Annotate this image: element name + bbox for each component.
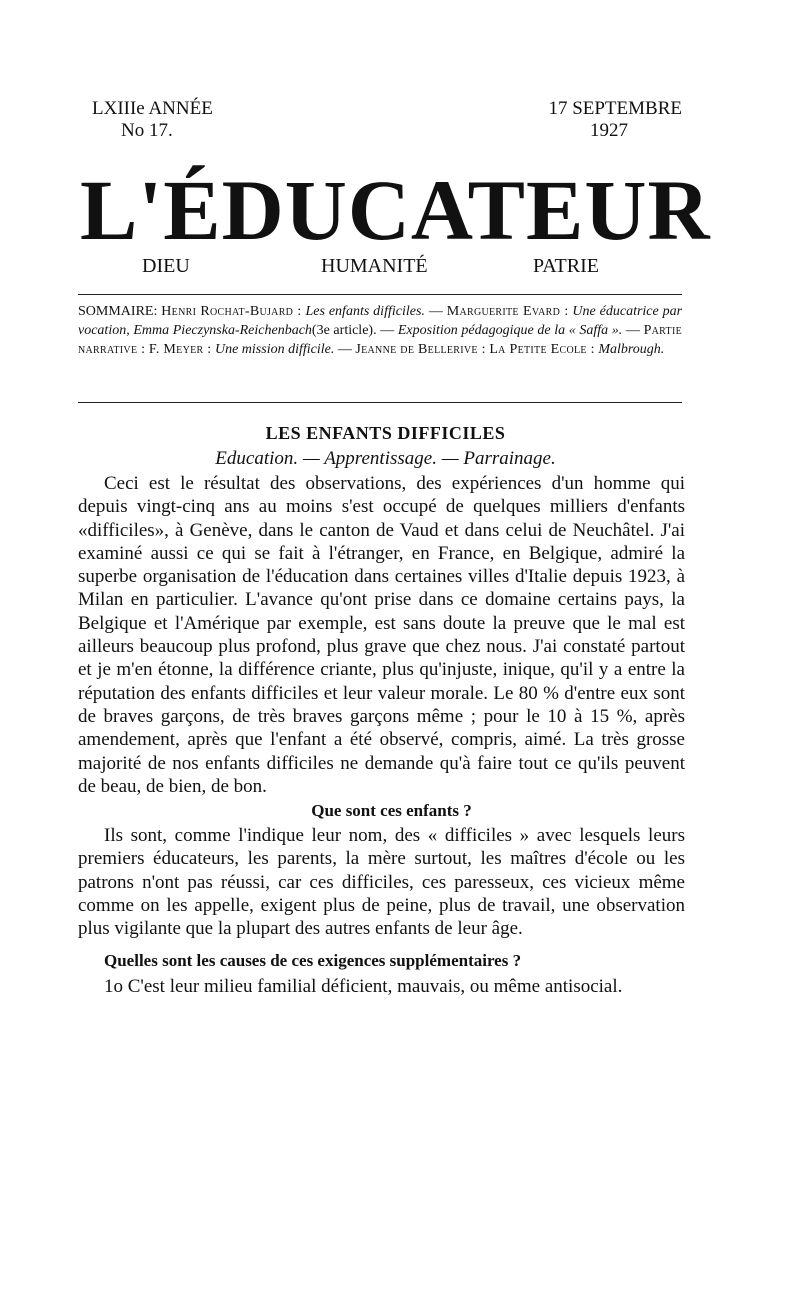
motto-patrie: PATRIE — [533, 255, 599, 277]
paragraph-1: Ceci est le résultat des observations, des expériences d'un homme qui depuis vingt-cinq ans au moins s'est occupé de quelques milliers d'enfants «difficiles», à Genève, dans le canton de Vaud et dans celui de Neuchâtel. J'ai examiné aussi ce qui se fait à l'étranger, en France, en Belgique, admiré la superbe organisation de l'éducation dans certaines villes d'Italie depuis 1923, à Milan en particulier. L'avance qu'ont prise dans ce domaine certains pays, la Belgique et l'Amérique par exemple, est sans doute la preuve que le mal est ailleurs beaucoup plus profond, plus grave que chez nous. J'ai constaté partout et je m'en étonne, la différence criante, plus qu'injuste, inique, qu'il y a entre la réputation des enfants difficiles et leur valeur morale. Le 80 % d'entre eux sont de braves garçons, de très braves garçons même ; pour le 10 à 15 %, après amendement, après que l'enfant a été observé, compris, aimé. La très grosse majorité de nos enfants difficiles ne demande qu'à faire tout ce qu'ils peuvent de beau, de bien, de bon. — [78, 473, 685, 797]
summary-work-2: Une éducatrice par vocation, Emma Pieczynska-Reichenbach — [78, 304, 683, 338]
summary-work-4: Une mission difficile. — [214, 342, 335, 357]
summary-separator: — — [428, 304, 443, 319]
causes-heading: Quelles sont les causes de ces exigences supplémentaires ? — [104, 950, 522, 970]
masthead-title: L'ÉDUCATEUR — [80, 162, 711, 258]
summary-work-5: Malbrough. — [598, 342, 665, 357]
summary-top-rule — [78, 294, 682, 295]
motto-humanite: HUMANITÉ — [321, 255, 428, 277]
issue-date — [548, 98, 682, 142]
summary-author-1: Henri Rochat-Bujard : — [161, 304, 302, 319]
issue-info — [92, 98, 292, 142]
article-subtitle: Education. — Apprentissage. — Parrainage. — [215, 448, 556, 469]
summary-bottom-rule — [78, 402, 682, 403]
paragraph-2: Ils sont, comme l'indique leur nom, des « difficiles » avec lesquels leurs premiers éducateurs, les parents, la mère surtout, les maîtres d'école ou les patrons n'ont pas réussi, car ces difficiles, ces paresseux, ces vicieux même comme on les appelle, exigent plus de peine, plus de travail, une observation plus vigilante que la plupart des autres enfants de leur âge. — [78, 825, 685, 940]
summary-section-4: Partie narrative : — [78, 323, 682, 357]
summary-author-5: Jeanne de Bellerive : — [355, 342, 486, 357]
section-heading: Que sont ces enfants ? — [311, 801, 472, 821]
summary-author-2: Marguerite Evard : — [446, 304, 569, 319]
article — [78, 420, 685, 998]
issue-year: 1927 — [590, 120, 628, 141]
table-of-contents — [78, 302, 682, 359]
summary-separator: — — [380, 323, 395, 338]
summary-work-5-part: La Petite Ecole : — [489, 342, 595, 357]
motto-dieu: DIEU — [142, 255, 190, 277]
issue-number: No 17. — [121, 120, 173, 141]
summary-label: SOMMAIRE: — [78, 304, 158, 319]
summary-separator: — — [337, 342, 352, 357]
summary-separator: — — [625, 323, 640, 338]
volume-year: LXIIIe ANNÉE — [92, 98, 213, 119]
summary-note-2: (3e article). — [311, 323, 377, 338]
article-title: LES ENFANTS DIFFICILES — [265, 423, 506, 443]
issue-day-month: 17 SEPTEMBRE — [548, 98, 682, 119]
summary-work-1: Les enfants difficiles. — [305, 304, 425, 319]
summary-author-4: F. Meyer : — [148, 342, 212, 357]
summary-work-3: Exposition pédagogique de la « Saffa ». — [397, 323, 623, 338]
paragraph-3: 1o C'est leur milieu familial déficient, mauvais, ou même antisocial. — [104, 975, 623, 997]
